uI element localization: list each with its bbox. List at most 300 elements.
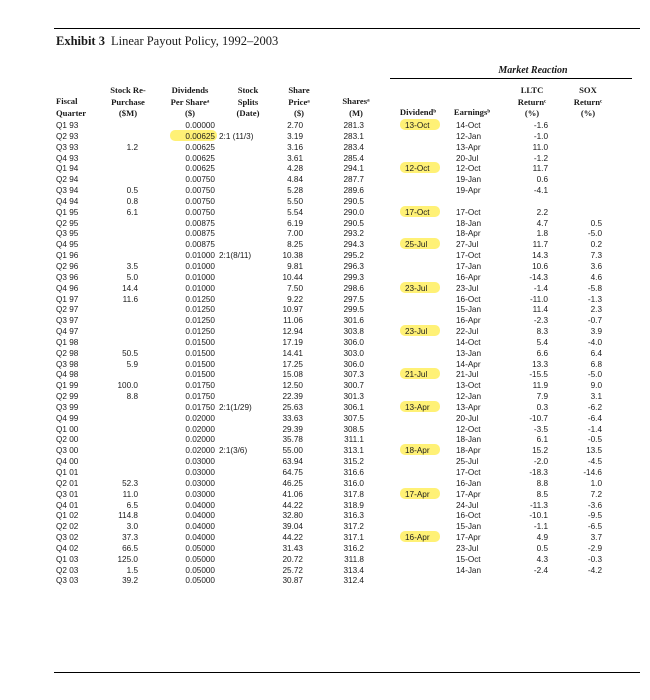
repurchase-cell: 6.1 [126,207,138,217]
dividend-cell: 0.01500 [185,370,215,380]
price-cell: 7.00 [287,229,303,239]
sox-return-cell: -6.2 [587,402,602,412]
lltc-return-cell: 0.6 [536,175,548,185]
lltc-return-cell: -1.0 [533,131,548,141]
table-row [0,369,650,380]
price-cell: 3.61 [287,153,303,163]
dividend-cell: 0.02000 [185,424,215,434]
price-cell: 9.81 [287,261,303,271]
earnings-date-cell: 18-Jan [456,435,482,445]
sox-return-cell: -0.3 [587,554,602,564]
quarter-cell: Q3 99 [56,402,79,412]
sox-return-cell: 3.6 [590,261,602,271]
repurchase-cell: 1.5 [126,565,138,575]
table-row [0,228,650,239]
dividend-cell: 0.00750 [185,207,215,217]
table-row [0,120,650,131]
table-row [0,185,650,196]
lltc-return-cell: 4.7 [536,218,548,228]
shares-cell: 287.7 [343,175,364,185]
dividend-cell: 0.03000 [185,489,215,499]
sox-return-cell: -4.0 [587,337,602,347]
repurchase-cell: 14.4 [122,283,138,293]
lltc-return-cell: 8.8 [536,478,548,488]
sox-return-cell: 6.8 [590,359,602,369]
earnings-date-cell: 23-Jul [456,543,479,553]
quarter-cell: Q2 98 [56,348,79,358]
dividend-cell: 0.01250 [185,305,215,315]
dividend-cell: 0.01500 [185,359,215,369]
price-cell: 3.19 [287,131,303,141]
table-row [0,163,650,174]
header-splits: Stock Splits (Date) [236,85,260,118]
earnings-date-cell: 22-Jul [456,327,479,337]
shares-cell: 311.1 [344,435,364,445]
earnings-date-cell: 16-Apr [456,272,481,282]
header-price: Share Priceᵃ ($) [288,85,310,118]
lltc-return-cell: 4.3 [536,554,548,564]
dividend-date-cell: 23-Jul [405,327,428,337]
sox-return-cell: 4.6 [590,272,602,282]
repurchase-cell: 50.5 [122,348,138,358]
sox-return-cell: -5.0 [587,229,602,239]
repurchase-cell: 11.0 [122,489,138,499]
table-row [0,380,650,391]
price-cell: 17.19 [282,337,303,347]
quarter-cell: Q1 94 [56,164,79,174]
sox-return-cell: 7.3 [590,251,602,261]
shares-cell: 307.3 [343,370,364,380]
dividend-date-cell: 21-Jul [405,370,428,380]
quarter-cell: Q3 95 [56,229,79,239]
table-row [0,424,650,435]
lltc-return-cell: 11.4 [532,305,548,315]
shares-cell: 316.3 [343,511,364,521]
shares-cell: 289.6 [343,186,364,196]
quarter-cell: Q1 03 [56,554,79,564]
earnings-date-cell: 17-Apr [456,533,481,543]
quarter-cell: Q2 99 [56,392,79,402]
lltc-return-cell: 11.7 [532,240,548,250]
earnings-date-cell: 15-Jan [456,522,482,532]
price-cell: 25.72 [282,565,303,575]
price-cell: 2.70 [287,121,303,130]
price-cell: 44.22 [282,533,303,543]
table-row [0,500,650,511]
shares-cell: 306.0 [343,337,364,347]
table-row [0,250,650,261]
earnings-date-cell: 18-Jan [456,218,482,228]
earnings-date-cell: 23-Jul [456,283,479,293]
sox-return-cell: -5.8 [587,283,602,293]
sox-return-cell: -1.3 [587,294,602,304]
earnings-date-cell: 19-Apr [456,186,481,196]
table-row [0,153,650,164]
shares-cell: 313.1 [343,446,364,456]
shares-cell: 296.3 [343,261,364,271]
sox-return-cell: -3.6 [587,500,602,510]
data-table-body [0,120,650,586]
dividend-cell: 0.01000 [185,251,215,261]
lltc-return-cell: 5.4 [536,337,548,347]
earnings-date-cell: 20-Jul [456,153,479,163]
dividend-cell: 0.01750 [185,402,215,412]
earnings-date-cell: 17-Apr [456,489,481,499]
dividend-cell: 0.00875 [185,229,215,239]
shares-cell: 312.4 [343,576,364,586]
shares-cell: 307.5 [343,413,364,423]
shares-cell: 311.8 [344,554,364,564]
dividend-cell: 0.00625 [185,164,215,174]
header-earnings-date: Earningsᵇ [453,107,491,117]
table-row [0,467,650,478]
repurchase-cell: 11.6 [122,294,138,304]
price-cell: 30.87 [282,576,303,586]
table-row [0,456,650,467]
lltc-return-cell: -4.1 [533,186,548,196]
quarter-cell: Q2 00 [56,435,79,445]
table-row [0,359,650,370]
split-cell: 2:1(1/29) [219,402,252,412]
sox-return-cell: -9.5 [587,511,602,521]
earnings-date-cell: 20-Jul [456,413,479,423]
price-cell: 12.50 [282,381,303,391]
price-cell: 15.08 [282,370,303,380]
dividend-cell: 0.05000 [185,543,215,553]
sox-return-cell: -5.0 [587,370,602,380]
repurchase-cell: 114.8 [118,511,138,521]
quarter-cell: Q4 95 [56,240,79,250]
quarter-cell: Q1 97 [56,294,79,304]
lltc-return-cell: 0.5 [536,543,548,553]
lltc-return-cell: 7.9 [536,392,548,402]
shares-cell: 318.9 [343,500,364,510]
header-shares: Sharesᵃ (M) [342,96,370,118]
price-cell: 31.43 [282,543,303,553]
quarter-cell: Q2 95 [56,218,79,228]
lltc-return-cell: 13.3 [532,359,548,369]
split-cell: 2:1(8/11) [219,251,252,261]
dividend-cell: 0.00875 [185,240,215,250]
lltc-return-cell: 11.7 [532,164,548,174]
table-row [0,174,650,185]
shares-cell: 315.2 [343,457,364,467]
dividend-cell: 0.02000 [185,435,215,445]
price-cell: 29.39 [282,424,303,434]
bottom-rule [54,672,640,673]
price-cell: 22.39 [282,392,303,402]
dividend-cell: 0.00750 [185,196,215,206]
top-rule [54,28,640,29]
dividend-cell: 0.01750 [185,381,215,391]
repurchase-cell: 1.2 [126,142,138,152]
repurchase-cell: 52.3 [122,478,138,488]
earnings-date-cell: 16-Apr [456,316,481,326]
sox-return-cell: -2.9 [587,543,602,553]
price-cell: 5.54 [287,207,303,217]
dividend-cell: 0.01250 [185,316,215,326]
price-cell: 55.00 [282,446,303,456]
sox-return-cell: 2.3 [590,305,602,315]
shares-cell: 281.3 [343,121,364,130]
price-cell: 46.25 [282,478,303,488]
dividend-cell: 0.04000 [185,522,215,532]
table-row [0,402,650,413]
table-row [0,131,650,142]
shares-cell: 299.5 [343,305,364,315]
table-row [0,521,650,532]
dividend-date-cell: 18-Apr [405,446,430,456]
header-dividends: Dividends Per Shareᵃ ($) [170,85,210,118]
header-sox-return: SOX Returnᶜ (%) [573,85,603,118]
quarter-cell: Q1 02 [56,511,79,521]
table-row [0,196,650,207]
quarter-cell: Q2 93 [56,131,79,141]
price-cell: 8.25 [287,240,303,250]
earnings-date-cell: 14-Jan [456,565,482,575]
lltc-return-cell: -14.3 [529,272,548,282]
earnings-date-cell: 13-Jan [456,348,482,358]
dividend-cell: 0.00750 [185,175,215,185]
quarter-cell: Q1 95 [56,207,79,217]
shares-cell: 317.2 [343,522,364,532]
lltc-return-cell: 11.9 [532,381,548,391]
price-cell: 32.80 [282,511,303,521]
quarter-cell: Q1 01 [56,468,79,477]
price-cell: 3.16 [287,142,303,152]
quarter-cell: Q4 02 [56,543,79,553]
lltc-return-cell: -11.0 [529,294,548,304]
repurchase-cell: 3.0 [126,522,138,532]
table-row [0,391,650,402]
dividend-cell: 0.05000 [185,565,215,575]
earnings-date-cell: 17-Jan [456,261,482,271]
quarter-cell: Q1 93 [56,121,79,130]
dividend-cell: 0.03000 [185,457,215,467]
repurchase-cell: 37.3 [122,533,138,543]
dividend-cell: 0.01250 [185,327,215,337]
quarter-cell: Q4 97 [56,327,79,337]
earnings-date-cell: 18-Apr [456,229,481,239]
shares-cell: 300.7 [343,381,364,391]
table-row [0,315,650,326]
exhibit-caption: Linear Payout Policy, 1992–2003 [110,34,279,48]
dividend-date-cell: 23-Jul [405,283,428,293]
quarter-cell: Q1 00 [56,424,79,434]
quarter-cell: Q3 94 [56,186,79,196]
price-cell: 44.22 [282,500,303,510]
shares-cell: 297.5 [343,294,364,304]
earnings-date-cell: 17-Oct [456,207,481,217]
price-cell: 10.38 [282,251,303,261]
shares-cell: 303.0 [343,348,364,358]
dividend-cell: 0.00625 [185,142,215,152]
dividend-date-cell: 25-Jul [405,240,428,250]
earnings-date-cell: 13-Apr [456,142,481,152]
table-row [0,489,650,500]
shares-cell: 294.3 [343,240,364,250]
quarter-cell: Q4 93 [56,153,79,163]
shares-cell: 317.1 [343,533,364,543]
sox-return-cell: 1.0 [590,478,602,488]
sox-return-cell: -6.4 [587,413,602,423]
price-cell: 41.06 [282,489,303,499]
sox-return-cell: 0.5 [590,218,602,228]
table-row [0,413,650,424]
split-cell: 2:1 (11/3) [219,131,254,141]
lltc-return-cell: -1.1 [533,522,548,532]
dividend-cell: 0.01500 [185,348,215,358]
table-row [0,294,650,305]
table-row [0,218,650,229]
earnings-date-cell: 16-Jan [456,478,482,488]
dividend-cell: 0.03000 [185,478,215,488]
dividend-cell: 0.01000 [185,283,215,293]
price-cell: 39.04 [282,522,303,532]
earnings-date-cell: 12-Jan [456,131,482,141]
sox-return-cell: 7.2 [590,489,602,499]
lltc-return-cell: 1.8 [536,229,548,239]
earnings-date-cell: 13-Oct [456,381,481,391]
price-cell: 63.94 [282,457,303,467]
shares-cell: 283.4 [343,142,364,152]
table-row [0,445,650,456]
header-lltc-return: LLTC Returnᶜ (%) [517,85,547,118]
dividend-cell: 0.00750 [185,186,215,196]
shares-cell: 299.3 [343,272,364,282]
shares-cell: 301.6 [343,316,364,326]
dividend-date-cell: 17-Apr [405,489,430,499]
price-cell: 10.44 [282,272,303,282]
quarter-cell: Q2 02 [56,522,79,532]
lltc-return-cell: 4.9 [536,533,548,543]
quarter-cell: Q3 01 [56,489,79,499]
quarter-cell: Q2 96 [56,261,79,271]
earnings-date-cell: 16-Oct [456,511,481,521]
table-row [0,510,650,521]
shares-cell: 298.6 [343,283,364,293]
dividend-date-cell: 12-Oct [405,164,430,174]
dividend-date-cell: 13-Apr [405,402,430,412]
sox-return-cell: 3.7 [590,533,602,543]
earnings-date-cell: 21-Jul [456,370,479,380]
exhibit-number: Exhibit 3 [56,34,105,48]
quarter-cell: Q4 00 [56,457,79,467]
quarter-cell: Q1 99 [56,381,79,391]
quarter-cell: Q3 96 [56,272,79,282]
quarter-cell: Q1 96 [56,251,79,261]
lltc-return-cell: -1.4 [533,283,548,293]
dividend-cell: 0.00000 [185,121,215,130]
repurchase-cell: 6.5 [126,500,138,510]
price-cell: 33.63 [282,413,303,423]
dividend-date-cell: 13-Oct [405,121,430,130]
dividend-cell: 0.04000 [185,511,215,521]
price-cell: 17.25 [282,359,303,369]
price-cell: 12.94 [282,327,303,337]
sox-return-cell: -14.6 [583,468,602,477]
earnings-date-cell: 12-Jan [456,392,482,402]
sox-return-cell: -1.4 [587,424,602,434]
lltc-return-cell: 2.2 [536,207,548,217]
quarter-cell: Q4 99 [56,413,79,423]
repurchase-cell: 100.0 [117,381,138,391]
table-row [0,565,650,576]
split-cell: 2:1(3/6) [219,446,248,456]
shares-cell: 313.4 [343,565,364,575]
dividend-cell: 0.02000 [185,413,215,423]
sox-return-cell: -6.5 [587,522,602,532]
dividend-cell: 0.03000 [185,468,215,477]
exhibit-title [56,34,278,49]
price-cell: 25.63 [282,402,303,412]
quarter-cell: Q2 01 [56,478,79,488]
shares-cell: 303.8 [343,327,364,337]
dividend-cell: 0.01750 [185,392,215,402]
price-cell: 14.41 [282,348,303,358]
repurchase-cell: 0.8 [126,196,138,206]
lltc-return-cell: -10.7 [529,413,548,423]
price-cell: 10.97 [282,305,303,315]
earnings-date-cell: 14-Oct [456,337,481,347]
sox-return-cell: -0.5 [587,435,602,445]
table-row [0,304,650,315]
shares-cell: 306.0 [343,359,364,369]
repurchase-cell: 66.5 [122,543,138,553]
shares-cell: 306.1 [343,402,364,412]
dividend-cell: 0.05000 [185,576,215,586]
repurchase-cell: 125.0 [117,554,138,564]
shares-cell: 316.0 [343,478,364,488]
dividend-cell: 0.04000 [185,500,215,510]
lltc-return-cell: -1.6 [533,121,548,130]
sox-return-cell: 3.1 [590,392,602,402]
quarter-cell: Q3 02 [56,533,79,543]
price-cell: 20.72 [282,554,303,564]
dividend-date-cell: 17-Oct [405,207,430,217]
lltc-return-cell: 6.1 [536,435,548,445]
earnings-date-cell: 18-Apr [456,446,481,456]
earnings-date-cell: 25-Jul [456,457,479,467]
dividend-cell: 0.01000 [185,261,215,271]
price-cell: 11.06 [283,316,303,326]
header-repurchase: Stock Re- Purchase ($M) [110,85,146,118]
lltc-return-cell: -1.2 [533,153,548,163]
shares-cell: 308.5 [343,424,364,434]
shares-cell: 290.5 [343,218,364,228]
dividend-cell: 0.00625 [185,153,215,163]
shares-cell: 317.8 [343,489,364,499]
quarter-cell: Q2 97 [56,305,79,315]
quarter-cell: Q4 94 [56,196,79,206]
sox-return-cell: 0.2 [590,240,602,250]
lltc-return-cell: 6.6 [536,348,548,358]
earnings-date-cell: 13-Apr [456,402,481,412]
lltc-return-cell: 14.3 [532,251,548,261]
header-quarter: Fiscal Quarter [56,96,87,118]
table-row [0,272,650,283]
quarter-cell: Q4 01 [56,500,79,510]
repurchase-cell: 39.2 [122,576,138,586]
lltc-return-cell: -10.1 [529,511,548,521]
quarter-cell: Q4 96 [56,283,79,293]
price-cell: 7.50 [287,283,303,293]
lltc-return-cell: 0.3 [536,402,548,412]
table-row [0,207,650,218]
dividend-date-cell: 16-Apr [405,533,430,543]
shares-cell: 316.6 [343,468,364,477]
dividend-cell: 0.01000 [185,272,215,282]
